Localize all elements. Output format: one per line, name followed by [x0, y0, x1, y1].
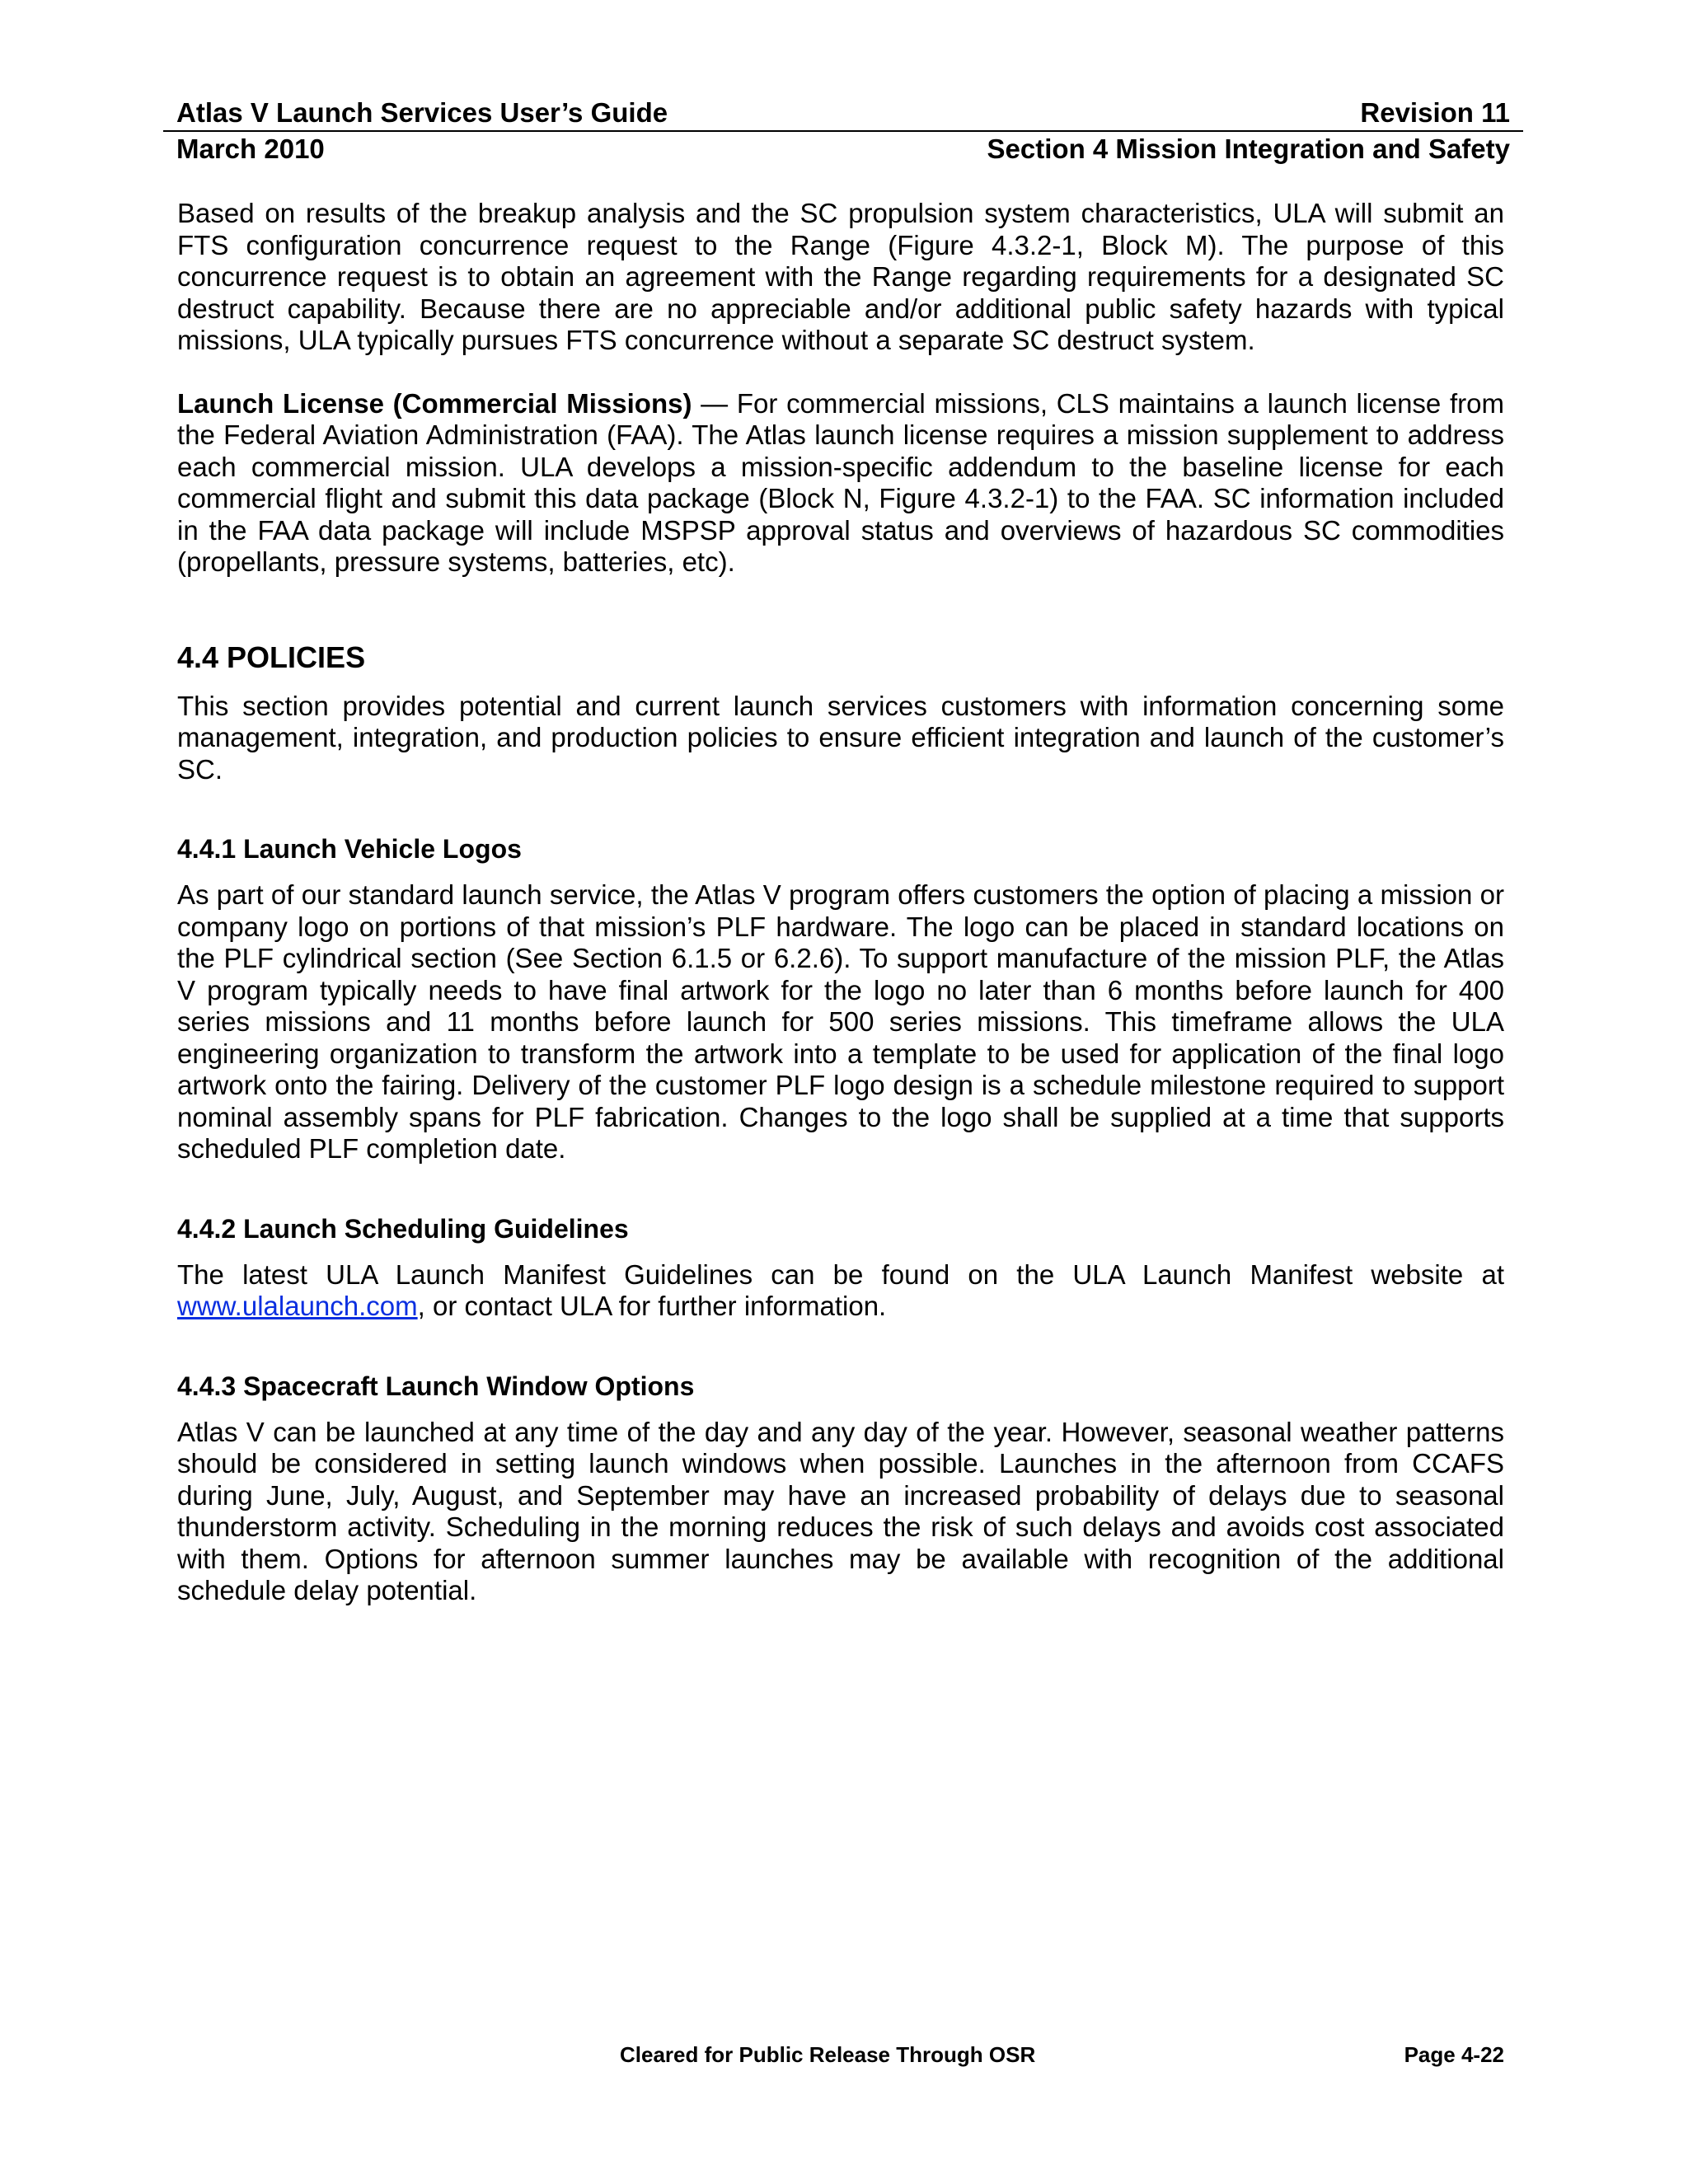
header-bottom-row: [163, 132, 1523, 165]
policies-paragraph: This section provides potential and current launch services customers with information concerning some management, integration, and production policies to ensure efficient integration and launch of the customer’s SC.: [177, 690, 1504, 785]
policies-heading: 4.4 POLICIES: [177, 640, 366, 674]
ulalaunch-link[interactable]: www.ulalaunch.com: [177, 1291, 418, 1321]
launch-window-heading: 4.4.3 Spacecraft Launch Window Options: [177, 1371, 695, 1401]
release-notice: Cleared for Public Release Through OSR: [620, 2042, 1036, 2067]
launch-window-paragraph: Atlas V can be launched at any time of the day and any day of the year. However, seasonal weather patterns should be considered in setting launch windows when possible. Launches in the afternoon from CCAFS during June, July, August, and September may have an increased probability of delays due to seasonal thunderstorm activity. Scheduling in the morning reduces the risk of such delays and avoids cost associated with them. Options for afternoon summer launches may be available with recognition of the additional schedule delay potential.: [177, 1416, 1504, 1605]
scheduling-heading: 4.4.2 Launch Scheduling Guidelines: [177, 1213, 629, 1244]
page-content: [177, 198, 1504, 1607]
revision-label: Revision 11: [1360, 97, 1510, 128]
launch-license-text: — For commercial missions, CLS maintains a launch license from the Federal Aviation Administration (FAA). The Atlas launch license requires a mission supplement to address each commercial mission. ULA develops a mission-specific addendum to the baseline license for each commercial flight and submit this data package (Block N, Figure 4.3.2-1) to the FAA. SC information included in the FAA data package will include MSPSP approval status and overviews of hazardous SC commodities (propellants, pressure systems, batteries, etc).: [177, 387, 1504, 577]
scheduling-text-before: The latest ULA Launch Manifest Guidelines can be found on the ULA Launch Manifest website at: [177, 1258, 1504, 1290]
page-number: Page 4-22: [1404, 2042, 1504, 2067]
logos-heading: 4.4.1 Launch Vehicle Logos: [177, 834, 522, 864]
document-date: March 2010: [176, 134, 325, 164]
section-label: Section 4 Mission Integration and Safety: [987, 134, 1510, 164]
document-title: Atlas V Launch Services User’s Guide: [176, 97, 668, 128]
page-header: [163, 97, 1523, 165]
fts-paragraph: Based on results of the breakup analysis and the SC propulsion system characteristics, ULA will submit an FTS configuration concurrence request to the Range (Figure 4.3.2-1, Block M). The purpose of this concurrence request is to obtain an agreement with the Range regarding requirements for a designated SC destruct capability. Because there are no appreciable and/or additional public safety hazards with typical missions, ULA typically pursues FTS concurrence without a separate SC destruct system.: [177, 198, 1504, 355]
scheduling-paragraph: [177, 1259, 1504, 1323]
scheduling-text-after: , or contact ULA for further information.: [417, 1291, 887, 1321]
launch-license-lead: Launch License (Commercial Missions): [177, 387, 692, 419]
logos-paragraph: As part of our standard launch service, the Atlas V program offers customers the option of placing a mission or company logo on portions of that mission’s PLF hardware. The logo can be placed in standard locations on the PLF cylindrical section (See Section 6.1.5 or 6.2.6). To support manufacture of the mission PLF, the Atlas V program typically needs to have final artwork for the logo no later than 6 months before launch for 400 series missions and 11 months before launch for 500 series missions. This timeframe allows the ULA engineering organization to transform the artwork into a template to be used for application of the final logo artwork onto the fairing. Delivery of the customer PLF logo design is a schedule milestone required to support nominal assembly spans for PLF fabrication. Changes to the logo shall be supplied at a time that supports scheduled PLF completion date.: [177, 879, 1504, 1164]
header-top-row: [163, 97, 1523, 130]
launch-license-paragraph: [177, 388, 1504, 579]
